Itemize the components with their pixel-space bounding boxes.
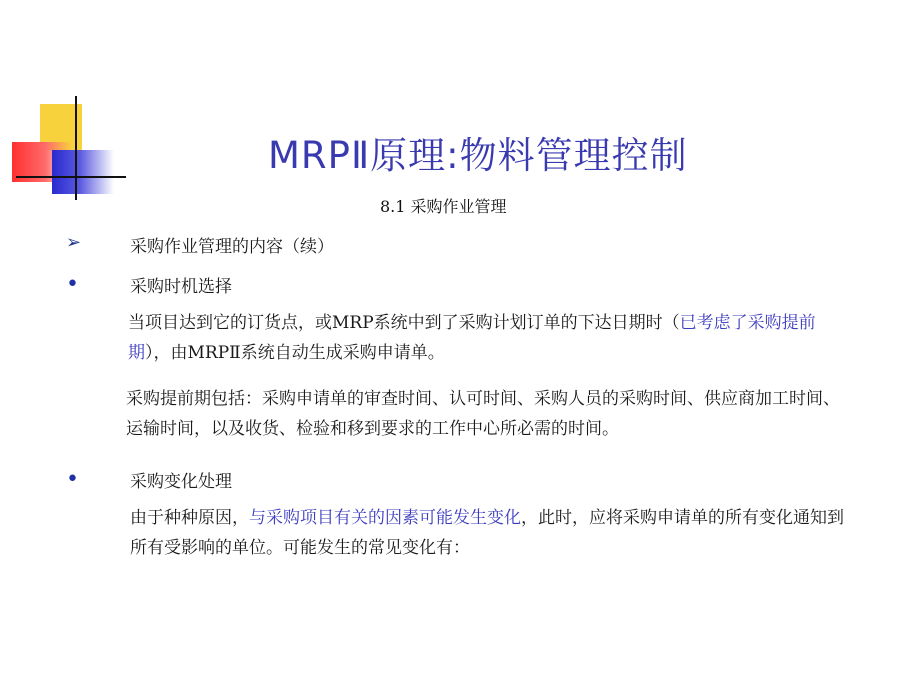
change-paragraph bbox=[130, 503, 846, 563]
deco-blue-bar bbox=[52, 150, 114, 194]
timing-paragraph bbox=[128, 308, 844, 368]
timing-text-highlight: 已考虑了采购提前期 bbox=[128, 313, 816, 363]
timing-text-part2: ），由MRPⅡ系统自动生成采购申请单。 bbox=[145, 343, 445, 363]
arrow-bullet-icon: ➢ bbox=[66, 232, 82, 253]
slide-title: MRPⅡ原理:物料管理控制 bbox=[268, 134, 688, 177]
change-text-highlight: 与采购项目有关的因素可能发生变化 bbox=[249, 508, 521, 528]
section-label: 采购变化处理 bbox=[130, 472, 232, 492]
corner-decoration bbox=[0, 0, 130, 205]
heading-item-text: 采购作业管理的内容（续） bbox=[130, 237, 334, 257]
slide-subtitle: 8.1 采购作业管理 bbox=[380, 197, 507, 216]
change-text-part1: 由于种种原因， bbox=[130, 508, 249, 528]
timing-text-part1: 当项目达到它的订货点，或MRP系统中到了采购计划订单的下达日期时（ bbox=[128, 313, 680, 333]
change-text-part2: ，此时，应将采购申请单的所有变化通知到所有受影响的单位。可能发生的常见变化有： bbox=[130, 508, 844, 558]
deco-vertical-line bbox=[75, 96, 77, 200]
dot-bullet-icon: • bbox=[66, 467, 79, 492]
lead-time-paragraph: 采购提前期包括：采购申请单的审查时间、认可时间、采购人员的采购时间、供应商加工时间、运输时间，以及收货、检验和移到要求的工作中心所必需的时间。 bbox=[126, 389, 840, 439]
deco-horizontal-line bbox=[16, 176, 126, 178]
dot-bullet-icon: • bbox=[66, 272, 79, 297]
section-label: 采购时机选择 bbox=[130, 277, 232, 297]
